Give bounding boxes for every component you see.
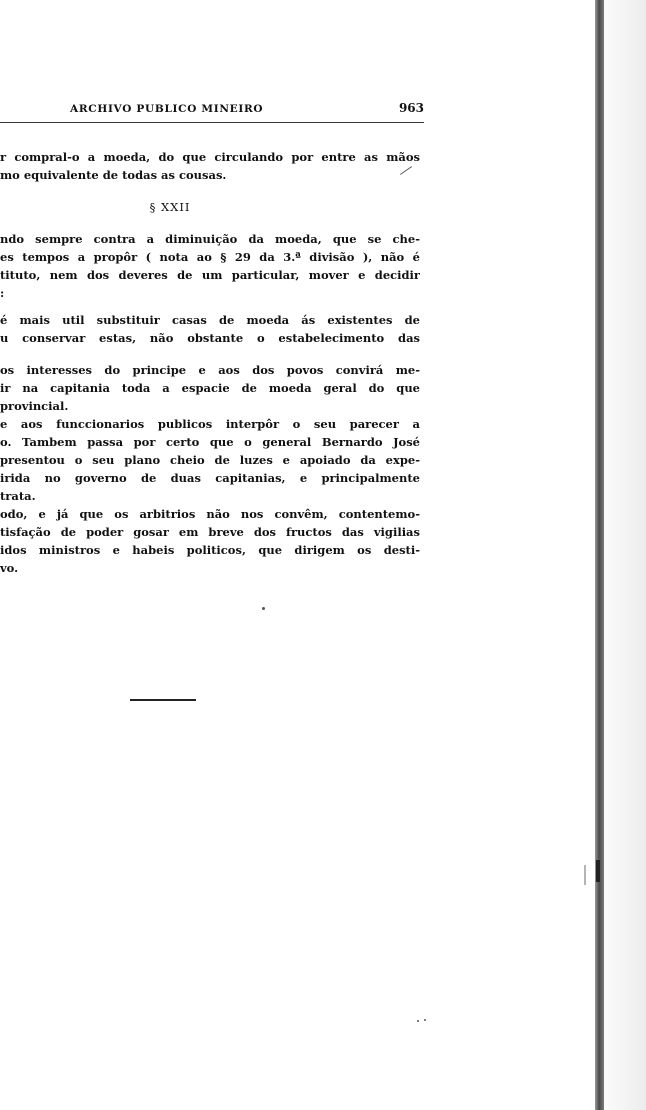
text-line: ir na capitania toda a espacie de moeda geral do que [0,381,420,395]
text-line: trata. [0,489,36,503]
text-line: provincial. [0,399,69,413]
text-line: : [0,286,5,300]
text-line: es tempos a propôr ( nota ao § 29 da 3.ª divisão ), não é [0,250,420,264]
text-line: mo equivalente de todas as cousas. [0,168,227,182]
text-line: tisfação de poder gosar em breve dos fructos das vigilias [0,525,420,539]
paragraph [0,361,420,577]
section-title: § XXII [149,200,191,214]
body-text [0,148,420,577]
ink-speck [424,1019,426,1021]
text-line: ndo sempre contra a diminuição da moeda, que se che- [0,232,420,246]
text-line: odo, e já que os arbitrios não nos convêm, contentemo- [0,507,420,521]
text-line: tituto, nem dos deveres de um particular, mover e decidir [0,268,420,282]
text-line: e aos funccionarios publicos interpôr o seu parecer a [0,417,420,431]
text-line: idos ministros e habeis politicos, que dirigem os desti- [0,543,420,557]
paragraph [0,311,420,347]
page-number: 963 [398,101,424,115]
ink-speck [262,607,265,610]
running-head: ARCHIVO PUBLICO MINEIRO [70,103,264,115]
text-line: presentou o seu plano cheio de luzes e apoiado da expe- [0,453,420,467]
text-line: irida no governo de duas capitanias, e principalmente [0,471,420,485]
text-line: u conservar estas, não obstante o estabelecimento das [0,331,420,345]
text-line: é mais util substituir casas de moeda ás existentes de [0,313,420,327]
paragraph [0,230,420,302]
text-line: r compral-o a moeda, do que circulando por entre as mãos [0,150,420,164]
gutter-mark [584,865,586,885]
text-line: o. Tambem passa por certo que o general Bernardo José [0,435,420,449]
header-rule [0,122,424,123]
ink-speck [417,1020,419,1022]
page-gutter-edge [595,0,604,1110]
text-line: vo. [0,561,19,575]
text-line: os interesses do principe e aos dos povos convirá me- [0,363,420,377]
page-header [0,103,424,127]
closing-rule [130,699,196,701]
gutter-tick-mark [596,860,600,882]
